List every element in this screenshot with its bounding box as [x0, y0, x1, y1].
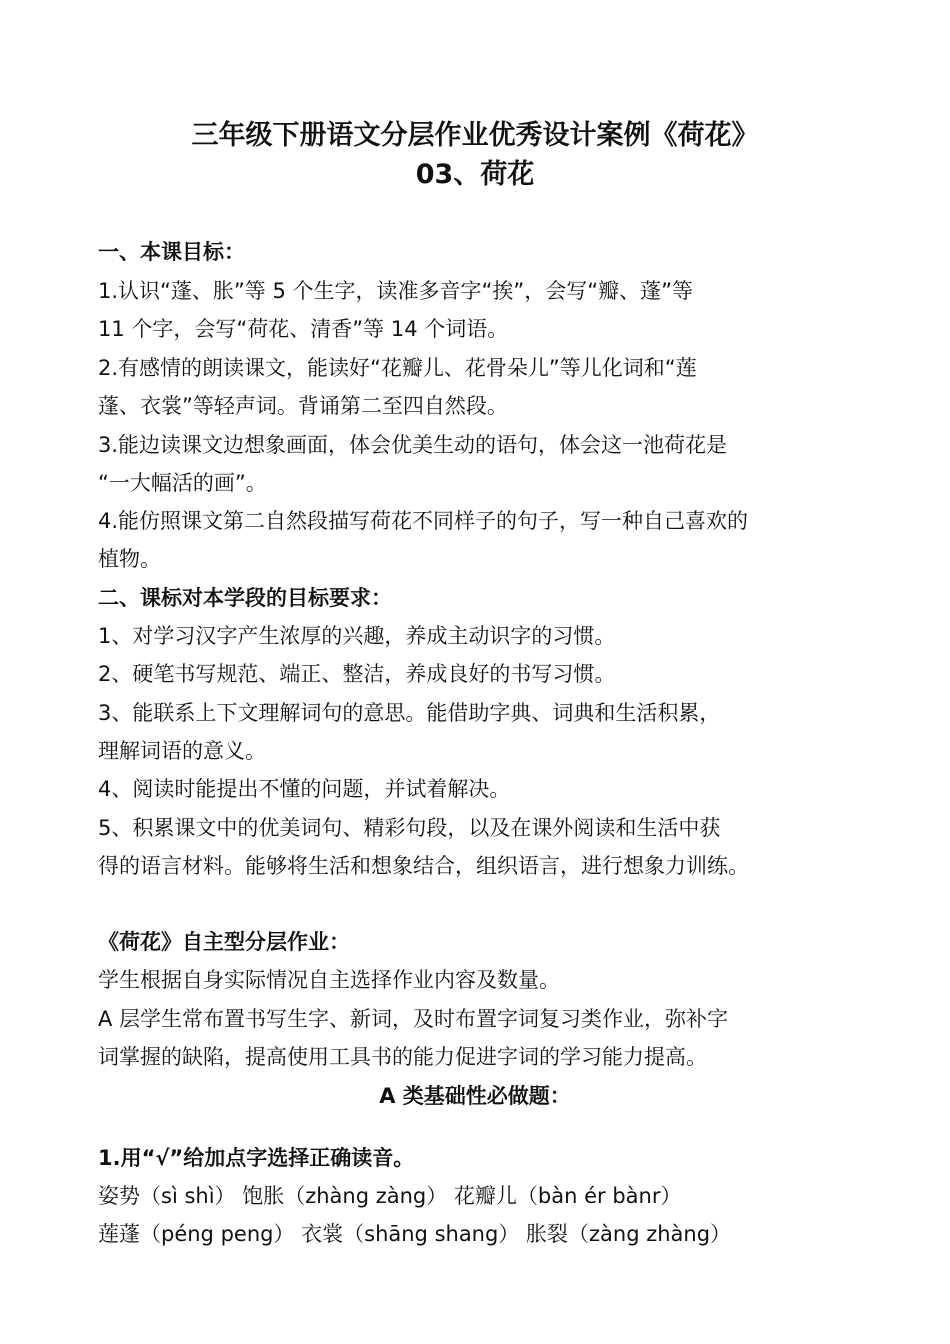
text-line: 1、对学习汉字产生浓厚的兴趣，养成主动识字的习惯。 — [98, 624, 616, 648]
text-line: “一大幅活的画”。 — [98, 471, 267, 495]
pinyin-line: 莲蓬（péng peng） 衣裳（shāng shang） 胀裂（zàng zhàng） — [98, 1222, 732, 1246]
text-line: 3.能边读课文边想象画面，体会优美生动的语句，体会这一池荷花是 — [98, 433, 728, 457]
text-line: 1.认识“蓬、胀”等 5 个生字，读准多音字“挨”，会写“瓣、蓬”等 — [98, 279, 694, 303]
text-line: 蓬、衣裳”等轻声词。背诵第二至四自然段。 — [98, 394, 508, 418]
text-line: 得的语言材料。能够将生活和想象结合，组织语言，进行想象力训练。 — [98, 854, 749, 878]
text-line: 学生根据自身实际情况自主选择作业内容及数量。 — [98, 968, 560, 992]
text-line: 4、阅读时能提出不懂的问题，并试着解决。 — [98, 777, 511, 801]
document-subtitle: 03、荷花 — [415, 159, 535, 190]
section-heading-standards: 二、课标对本学段的目标要求： — [98, 586, 392, 610]
question-title: 1.用“√”给加点字选择正确读音。 — [98, 1146, 415, 1170]
text-line: A 层学生常布置书写生字、新词，及时布置字词复习类作业，弥补字 — [98, 1007, 729, 1031]
text-line: 3、能联系上下文理解词句的意思。能借助字典、词典和生活积累， — [98, 701, 721, 725]
text-line: 11 个字，会写“荷花、清香”等 14 个词语。 — [98, 317, 509, 341]
section-heading-category-a: A 类基础性必做题： — [379, 1084, 571, 1108]
section-heading-goals: 一、本课目标： — [98, 240, 245, 264]
pinyin-line: 姿势（sì shì） 饱胀（zhàng zàng） 花瓣儿（bàn ér bànr） — [98, 1184, 682, 1208]
text-line: 2.有感情的朗读课文，能读好“花瓣儿、花骨朵儿”等儿化词和“莲 — [98, 356, 697, 380]
document-title: 三年级下册语文分层作业优秀设计案例《荷花》 — [191, 120, 759, 151]
text-line: 5、积累课文中的优美词句、精彩句段，以及在课外阅读和生活中获 — [98, 816, 721, 840]
text-line: 理解词语的意义。 — [98, 739, 266, 763]
section-heading-homework: 《荷花》自主型分层作业： — [98, 930, 350, 954]
text-line: 词掌握的缺陷，提高使用工具书的能力促进字词的学习能力提高。 — [98, 1045, 707, 1069]
text-line: 2、硬笔书写规范、端正、整洁，养成良好的书写习惯。 — [98, 662, 616, 686]
text-line: 4.能仿照课文第二自然段描写荷花不同样子的句子，写一种自己喜欢的 — [98, 509, 749, 533]
text-line: 植物。 — [98, 547, 161, 571]
